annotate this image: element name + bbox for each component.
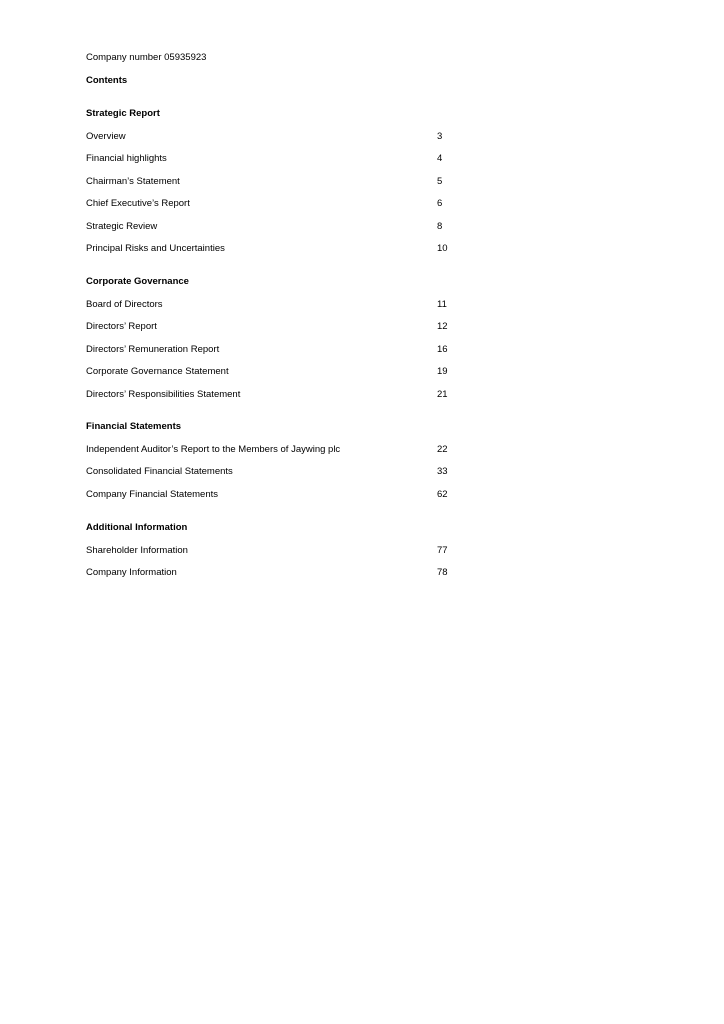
toc-entry-label: Overview bbox=[86, 130, 126, 142]
company-number: Company number 05935923 bbox=[86, 52, 207, 63]
toc-entry[interactable] bbox=[86, 444, 466, 456]
toc-entry[interactable] bbox=[86, 567, 466, 579]
toc-entry[interactable] bbox=[86, 366, 466, 378]
toc-entry-label: Company Information bbox=[86, 567, 177, 578]
toc-entry[interactable] bbox=[86, 176, 466, 188]
toc-entry-page: 12 bbox=[437, 321, 448, 332]
toc-entry-label: Principal Risks and Uncertainties bbox=[86, 243, 225, 254]
toc-entry-page: 19 bbox=[437, 366, 448, 377]
toc-entry[interactable] bbox=[86, 545, 466, 557]
toc-entry[interactable] bbox=[86, 389, 466, 401]
section-heading: Strategic Report bbox=[86, 108, 160, 119]
toc-entry[interactable] bbox=[86, 198, 466, 210]
toc-entry-label: Board of Directors bbox=[86, 298, 163, 310]
toc-entry-label: Chief Executive’s Report bbox=[86, 198, 190, 209]
toc-entry[interactable] bbox=[86, 344, 466, 356]
toc-entry-page: 16 bbox=[437, 343, 448, 355]
toc-entry-page: 3 bbox=[437, 130, 443, 142]
toc-entry[interactable] bbox=[86, 466, 466, 478]
toc-entry-page: 4 bbox=[437, 153, 443, 164]
toc-entry-label: Company Financial Statements bbox=[86, 488, 219, 500]
toc-entry[interactable] bbox=[86, 131, 466, 143]
toc-entry[interactable] bbox=[86, 489, 466, 501]
toc-section-additional-information bbox=[86, 522, 466, 579]
toc-entry-label: Consolidated Financial Statements bbox=[86, 466, 233, 477]
toc-entry-page: 6 bbox=[437, 198, 443, 209]
toc-entry[interactable] bbox=[86, 299, 466, 311]
toc-entry-label: Directors’ Responsibilities Statement bbox=[86, 388, 241, 400]
toc-entry-label: Corporate Governance Statement bbox=[86, 366, 229, 377]
toc-entry-page: 5 bbox=[437, 175, 443, 187]
toc-entry-label: Directors’ Remuneration Report bbox=[86, 343, 220, 355]
toc-section-strategic-report bbox=[86, 108, 466, 255]
section-heading: Financial Statements bbox=[86, 421, 182, 432]
toc-entry-label: Chairman’s Statement bbox=[86, 175, 180, 187]
toc-entry-page: 33 bbox=[437, 466, 448, 477]
toc-entry[interactable] bbox=[86, 153, 466, 165]
toc-entry-page: 8 bbox=[437, 220, 443, 232]
toc-entry-page: 77 bbox=[437, 544, 448, 556]
section-heading: Additional Information bbox=[86, 522, 188, 533]
toc-entry-page: 10 bbox=[437, 243, 448, 254]
toc-entry-label: Shareholder Information bbox=[86, 544, 188, 556]
toc-entry-label: Financial highlights bbox=[86, 153, 167, 164]
toc-entry-label: Directors’ Report bbox=[86, 321, 157, 332]
toc-entry-page: 62 bbox=[437, 488, 448, 500]
toc-entry-page: 21 bbox=[437, 388, 448, 400]
toc-entry-label: Independent Auditor’s Report to the Members of Jaywing plc bbox=[86, 443, 341, 455]
contents-title: Contents bbox=[86, 75, 128, 86]
toc-section-corporate-governance bbox=[86, 276, 466, 401]
toc-entry[interactable] bbox=[86, 243, 466, 255]
toc-entry[interactable] bbox=[86, 321, 466, 333]
toc-section-financial-statements bbox=[86, 421, 466, 501]
section-heading: Corporate Governance bbox=[86, 276, 189, 287]
toc-entry-page: 11 bbox=[437, 298, 447, 310]
toc-entry[interactable] bbox=[86, 221, 466, 233]
toc-entry-label: Strategic Review bbox=[86, 220, 158, 232]
toc-entry-page: 78 bbox=[437, 567, 448, 578]
toc-entry-page: 22 bbox=[437, 443, 448, 455]
